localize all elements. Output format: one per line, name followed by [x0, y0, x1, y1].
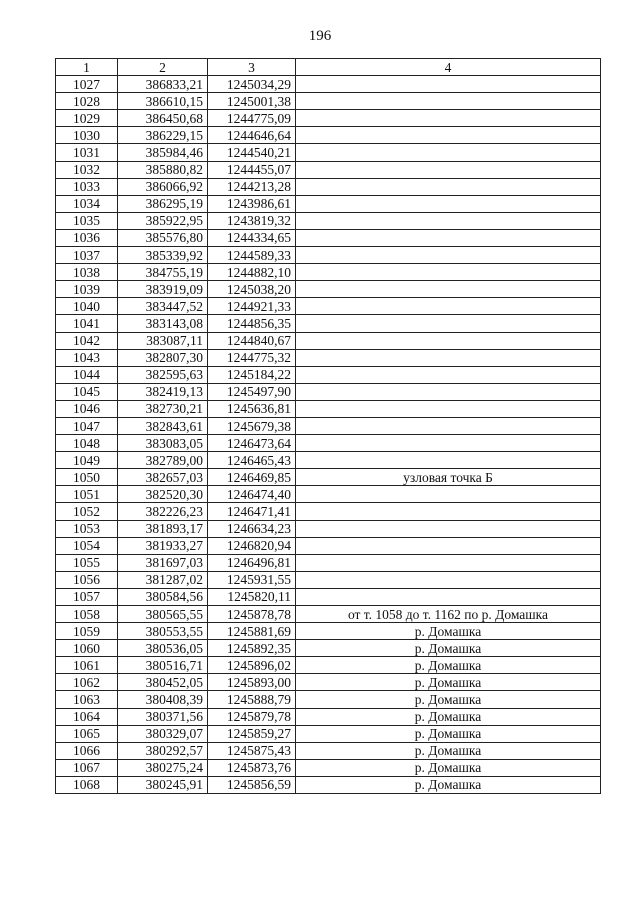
x-coordinate-cell: 385984,46 — [118, 144, 208, 161]
point-number-cell: 1067 — [56, 759, 118, 776]
description-cell — [296, 417, 601, 434]
point-number-cell: 1057 — [56, 588, 118, 605]
x-coordinate-cell: 381287,02 — [118, 571, 208, 588]
description-cell — [296, 571, 601, 588]
point-number-cell: 1030 — [56, 127, 118, 144]
table-row — [56, 298, 601, 315]
description-cell — [296, 161, 601, 178]
point-number-cell: 1059 — [56, 623, 118, 640]
x-coordinate-cell: 382789,00 — [118, 452, 208, 469]
description-cell: р. Домашка — [296, 708, 601, 725]
description-cell: р. Домашка — [296, 623, 601, 640]
x-coordinate-cell: 384755,19 — [118, 264, 208, 281]
table-row — [56, 708, 601, 725]
description-cell — [296, 178, 601, 195]
y-coordinate-cell: 1244775,09 — [208, 110, 296, 127]
y-coordinate-cell: 1245820,11 — [208, 588, 296, 605]
x-coordinate-cell: 386610,15 — [118, 93, 208, 110]
x-coordinate-cell: 382657,03 — [118, 469, 208, 486]
x-coordinate-cell: 380553,55 — [118, 623, 208, 640]
y-coordinate-cell: 1245892,35 — [208, 640, 296, 657]
y-coordinate-cell: 1244775,32 — [208, 349, 296, 366]
x-coordinate-cell: 382226,23 — [118, 503, 208, 520]
point-number-cell: 1045 — [56, 383, 118, 400]
table-row — [56, 264, 601, 281]
table-row — [56, 469, 601, 486]
x-coordinate-cell: 383447,52 — [118, 298, 208, 315]
point-number-cell: 1061 — [56, 657, 118, 674]
y-coordinate-cell: 1244840,67 — [208, 332, 296, 349]
x-coordinate-cell: 385922,95 — [118, 212, 208, 229]
y-coordinate-cell: 1246471,41 — [208, 503, 296, 520]
table-row — [56, 606, 601, 623]
description-cell — [296, 315, 601, 332]
x-coordinate-cell: 380245,91 — [118, 776, 208, 793]
table-row — [56, 554, 601, 571]
coordinates-table — [55, 58, 601, 794]
table-row — [56, 212, 601, 229]
description-cell — [296, 588, 601, 605]
table-row — [56, 657, 601, 674]
y-coordinate-cell: 1244334,65 — [208, 229, 296, 246]
point-number-cell: 1038 — [56, 264, 118, 281]
x-coordinate-cell: 380408,39 — [118, 691, 208, 708]
point-number-cell: 1052 — [56, 503, 118, 520]
y-coordinate-cell: 1244589,33 — [208, 247, 296, 264]
x-coordinate-cell: 380371,56 — [118, 708, 208, 725]
y-coordinate-cell: 1246465,43 — [208, 452, 296, 469]
table-row — [56, 178, 601, 195]
page-number: 196 — [308, 28, 332, 44]
y-coordinate-cell: 1244882,10 — [208, 264, 296, 281]
column-header-1: 1 — [56, 59, 118, 76]
description-cell — [296, 264, 601, 281]
point-number-cell: 1047 — [56, 417, 118, 434]
table-row — [56, 503, 601, 520]
x-coordinate-cell: 386833,21 — [118, 76, 208, 93]
table-row — [56, 435, 601, 452]
x-coordinate-cell: 382843,61 — [118, 417, 208, 434]
y-coordinate-cell: 1244646,64 — [208, 127, 296, 144]
x-coordinate-cell: 382419,13 — [118, 383, 208, 400]
description-cell — [296, 110, 601, 127]
y-coordinate-cell: 1245873,76 — [208, 759, 296, 776]
point-number-cell: 1036 — [56, 229, 118, 246]
table-row — [56, 281, 601, 298]
x-coordinate-cell: 385576,80 — [118, 229, 208, 246]
point-number-cell: 1041 — [56, 315, 118, 332]
column-header-4: 4 — [296, 59, 601, 76]
table-row — [56, 486, 601, 503]
table-row — [56, 674, 601, 691]
y-coordinate-cell: 1244455,07 — [208, 161, 296, 178]
table-row — [56, 349, 601, 366]
description-cell — [296, 76, 601, 93]
table-row — [56, 383, 601, 400]
point-number-cell: 1051 — [56, 486, 118, 503]
description-cell: р. Домашка — [296, 776, 601, 793]
x-coordinate-cell: 382520,30 — [118, 486, 208, 503]
point-number-cell: 1054 — [56, 537, 118, 554]
description-cell — [296, 281, 601, 298]
description-cell — [296, 554, 601, 571]
y-coordinate-cell: 1245679,38 — [208, 417, 296, 434]
table-row — [56, 640, 601, 657]
y-coordinate-cell: 1243986,61 — [208, 195, 296, 212]
y-coordinate-cell: 1245893,00 — [208, 674, 296, 691]
x-coordinate-cell: 380565,55 — [118, 606, 208, 623]
point-number-cell: 1056 — [56, 571, 118, 588]
point-number-cell: 1046 — [56, 400, 118, 417]
point-number-cell: 1035 — [56, 212, 118, 229]
table-row — [56, 127, 601, 144]
y-coordinate-cell: 1245931,55 — [208, 571, 296, 588]
point-number-cell: 1028 — [56, 93, 118, 110]
table-row — [56, 400, 601, 417]
x-coordinate-cell: 386066,92 — [118, 178, 208, 195]
table-row — [56, 452, 601, 469]
y-coordinate-cell: 1245896,02 — [208, 657, 296, 674]
y-coordinate-cell: 1245038,20 — [208, 281, 296, 298]
y-coordinate-cell: 1245878,78 — [208, 606, 296, 623]
table-row — [56, 623, 601, 640]
point-number-cell: 1053 — [56, 520, 118, 537]
description-cell: р. Домашка — [296, 674, 601, 691]
y-coordinate-cell: 1244856,35 — [208, 315, 296, 332]
table-row — [56, 759, 601, 776]
y-coordinate-cell: 1246634,23 — [208, 520, 296, 537]
x-coordinate-cell: 382807,30 — [118, 349, 208, 366]
y-coordinate-cell: 1246474,40 — [208, 486, 296, 503]
description-cell: р. Домашка — [296, 657, 601, 674]
y-coordinate-cell: 1243819,32 — [208, 212, 296, 229]
x-coordinate-cell: 380584,56 — [118, 588, 208, 605]
point-number-cell: 1063 — [56, 691, 118, 708]
x-coordinate-cell: 383919,09 — [118, 281, 208, 298]
point-number-cell: 1058 — [56, 606, 118, 623]
y-coordinate-cell: 1245881,69 — [208, 623, 296, 640]
description-cell: р. Домашка — [296, 691, 601, 708]
point-number-cell: 1065 — [56, 725, 118, 742]
x-coordinate-cell: 383083,05 — [118, 435, 208, 452]
point-number-cell: 1048 — [56, 435, 118, 452]
x-coordinate-cell: 380275,24 — [118, 759, 208, 776]
point-number-cell: 1039 — [56, 281, 118, 298]
x-coordinate-cell: 383087,11 — [118, 332, 208, 349]
table-body — [56, 76, 601, 794]
table-row — [56, 742, 601, 759]
x-coordinate-cell: 386450,68 — [118, 110, 208, 127]
description-cell — [296, 93, 601, 110]
description-cell — [296, 212, 601, 229]
y-coordinate-cell: 1246496,81 — [208, 554, 296, 571]
table-row — [56, 571, 601, 588]
x-coordinate-cell: 386295,19 — [118, 195, 208, 212]
description-cell — [296, 229, 601, 246]
y-coordinate-cell: 1245001,38 — [208, 93, 296, 110]
x-coordinate-cell: 386229,15 — [118, 127, 208, 144]
point-number-cell: 1032 — [56, 161, 118, 178]
point-number-cell: 1031 — [56, 144, 118, 161]
column-header-2: 2 — [118, 59, 208, 76]
y-coordinate-cell: 1245888,79 — [208, 691, 296, 708]
point-number-cell: 1037 — [56, 247, 118, 264]
description-cell — [296, 349, 601, 366]
y-coordinate-cell: 1246469,85 — [208, 469, 296, 486]
table-row — [56, 691, 601, 708]
table-row — [56, 417, 601, 434]
point-number-cell: 1062 — [56, 674, 118, 691]
point-number-cell: 1043 — [56, 349, 118, 366]
description-cell — [296, 486, 601, 503]
description-cell — [296, 537, 601, 554]
y-coordinate-cell: 1245184,22 — [208, 366, 296, 383]
y-coordinate-cell: 1245879,78 — [208, 708, 296, 725]
y-coordinate-cell: 1245875,43 — [208, 742, 296, 759]
point-number-cell: 1068 — [56, 776, 118, 793]
point-number-cell: 1033 — [56, 178, 118, 195]
table-row — [56, 247, 601, 264]
y-coordinate-cell: 1245856,59 — [208, 776, 296, 793]
table-row — [56, 144, 601, 161]
x-coordinate-cell: 380292,57 — [118, 742, 208, 759]
description-cell — [296, 195, 601, 212]
x-coordinate-cell: 380452,05 — [118, 674, 208, 691]
description-cell — [296, 400, 601, 417]
y-coordinate-cell: 1246473,64 — [208, 435, 296, 452]
table-row — [56, 93, 601, 110]
description-cell — [296, 452, 601, 469]
point-number-cell: 1066 — [56, 742, 118, 759]
point-number-cell: 1064 — [56, 708, 118, 725]
x-coordinate-cell: 381697,03 — [118, 554, 208, 571]
description-cell — [296, 247, 601, 264]
y-coordinate-cell: 1245636,81 — [208, 400, 296, 417]
table-row — [56, 315, 601, 332]
y-coordinate-cell: 1245034,29 — [208, 76, 296, 93]
point-number-cell: 1034 — [56, 195, 118, 212]
x-coordinate-cell: 385880,82 — [118, 161, 208, 178]
point-number-cell: 1044 — [56, 366, 118, 383]
point-number-cell: 1050 — [56, 469, 118, 486]
y-coordinate-cell: 1245497,90 — [208, 383, 296, 400]
x-coordinate-cell: 381893,17 — [118, 520, 208, 537]
description-cell — [296, 144, 601, 161]
table-row — [56, 161, 601, 178]
point-number-cell: 1060 — [56, 640, 118, 657]
description-cell — [296, 435, 601, 452]
x-coordinate-cell: 382595,63 — [118, 366, 208, 383]
description-cell — [296, 366, 601, 383]
point-number-cell: 1042 — [56, 332, 118, 349]
table-header-row — [56, 59, 601, 76]
description-cell — [296, 127, 601, 144]
description-cell: р. Домашка — [296, 725, 601, 742]
x-coordinate-cell: 383143,08 — [118, 315, 208, 332]
x-coordinate-cell: 380329,07 — [118, 725, 208, 742]
y-coordinate-cell: 1245859,27 — [208, 725, 296, 742]
table-row — [56, 520, 601, 537]
column-header-3: 3 — [208, 59, 296, 76]
y-coordinate-cell: 1244540,21 — [208, 144, 296, 161]
point-number-cell: 1040 — [56, 298, 118, 315]
x-coordinate-cell: 380536,05 — [118, 640, 208, 657]
y-coordinate-cell: 1246820,94 — [208, 537, 296, 554]
description-cell — [296, 332, 601, 349]
x-coordinate-cell: 385339,92 — [118, 247, 208, 264]
table-row — [56, 76, 601, 93]
description-cell — [296, 520, 601, 537]
y-coordinate-cell: 1244213,28 — [208, 178, 296, 195]
y-coordinate-cell: 1244921,33 — [208, 298, 296, 315]
description-cell: от т. 1058 до т. 1162 по р. Домашка — [296, 606, 601, 623]
point-number-cell: 1055 — [56, 554, 118, 571]
description-cell: р. Домашка — [296, 759, 601, 776]
description-cell — [296, 383, 601, 400]
point-number-cell: 1049 — [56, 452, 118, 469]
table-row — [56, 366, 601, 383]
table-row — [56, 229, 601, 246]
description-cell: р. Домашка — [296, 742, 601, 759]
point-number-cell: 1027 — [56, 76, 118, 93]
description-cell: узловая точка Б — [296, 469, 601, 486]
description-cell — [296, 503, 601, 520]
x-coordinate-cell: 382730,21 — [118, 400, 208, 417]
x-coordinate-cell: 380516,71 — [118, 657, 208, 674]
point-number-cell: 1029 — [56, 110, 118, 127]
description-cell: р. Домашка — [296, 640, 601, 657]
table-row — [56, 332, 601, 349]
description-cell — [296, 298, 601, 315]
table-row — [56, 776, 601, 793]
table-row — [56, 537, 601, 554]
table-row — [56, 110, 601, 127]
table-row — [56, 588, 601, 605]
x-coordinate-cell: 381933,27 — [118, 537, 208, 554]
table-row — [56, 195, 601, 212]
table-row — [56, 725, 601, 742]
